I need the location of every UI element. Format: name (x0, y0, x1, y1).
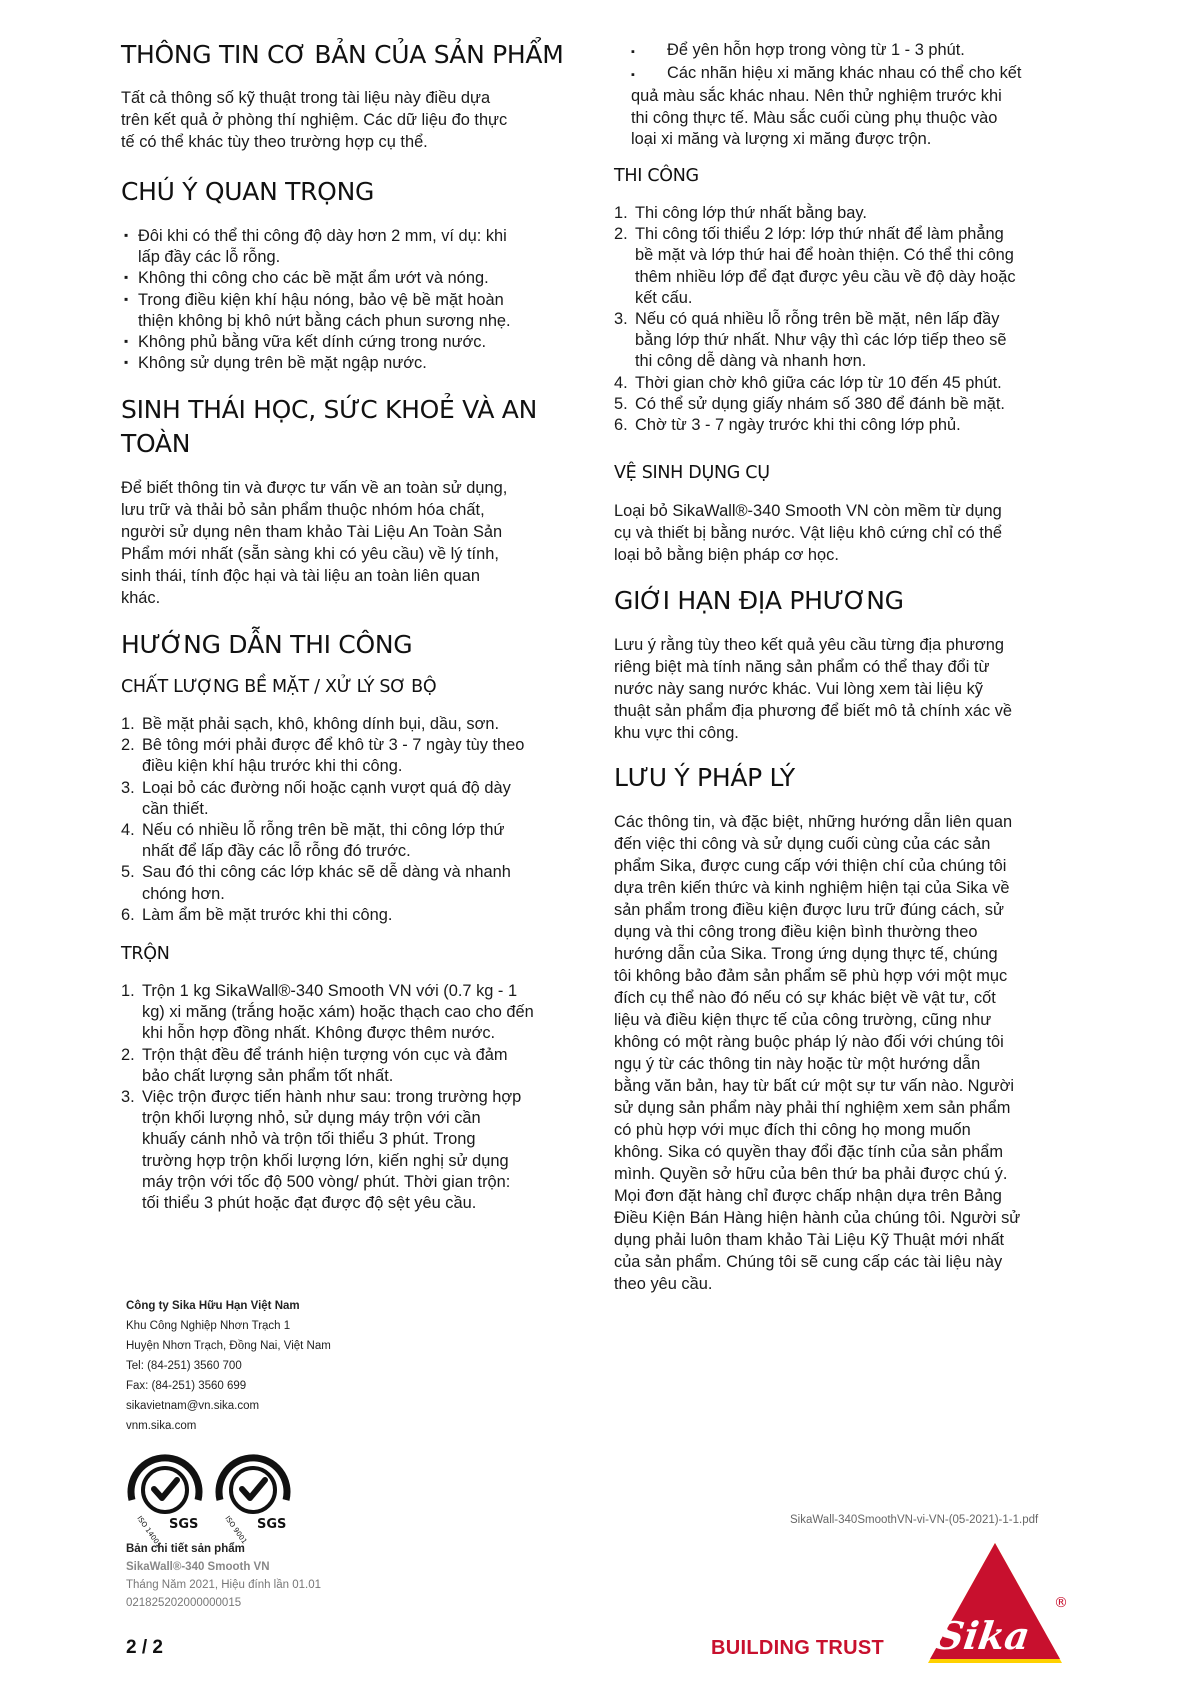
list-item: ▪ Các nhãn hiệu xi măng khác nhau có thể cho kết quả màu sắc khác nhau. Nên thử nghiệm trước khi thi công thực tế. Màu sắc cuối cùng phụ thuộc vào loại xi măng và lượng xi măng được trộn. (631, 64, 1022, 148)
text-line: Điều Kiện Bán Hàng hiện hành của chúng tôi. Người sử (614, 1209, 1021, 1227)
text-line: dựa trên kiến thức và kinh nghiệm hiện tại của Sika về (614, 879, 1010, 897)
text-line: liệu và điều kiện thực tế của công trường, cũng như (614, 1011, 992, 1029)
ecology-heading: SINH THÁI HỌC, SỨC KHOẺ VÀ AN TOÀN (121, 395, 537, 458)
text-line: loại bỏ bằng biện pháp cơ học. (614, 546, 839, 564)
list-item: 6. Chờ từ 3 - 7 ngày trước khi thi công lớp phủ. (614, 416, 961, 435)
list-item: 4. Nếu có nhiều lỗ rỗng trên bề mặt, thi công lớp thứ nhất để lấp đầy các lỗ rỗng đó trước. (121, 821, 505, 861)
company-tel: Tel: (84-251) 3560 700 (126, 1360, 242, 1372)
application-heading: HƯỚNG DẪN THI CÔNG (121, 630, 413, 659)
text-line: Để biết thông tin và được tư vấn về an toàn sử dụng, (121, 479, 508, 497)
text-line: không. Sika có quyền thay đổi đặc tính của sản phẩm (614, 1143, 1004, 1161)
list-item: 5. Có thể sử dụng giấy nhám số 380 để đánh bề mặt. (614, 394, 1005, 413)
list-item: 3. Loại bỏ các đường nối hoặc cạnh vượt quá độ dày cần thiết. (121, 778, 511, 818)
company-address-1: Khu Công Nghiệp Nhơn Trạch 1 (126, 1320, 291, 1332)
text-line: hướng dẫn của Sika. Trong ứng dụng thực tế, chúng (614, 945, 998, 963)
list-item: ▪ Đôi khi có thể thi công độ dày hơn 2 mm, ví dụ: khi lấp đầy các lỗ rỗng. (124, 227, 507, 267)
text-line: Lưu ý rằng tùy theo kết quả yêu cầu từng địa phương (614, 636, 1004, 654)
list-item: ▪ Không sử dụng trên bề mặt ngập nước. (124, 354, 427, 373)
list-item: 1. Bề mặt phải sạch, khô, không dính bụi, dầu, sơn. (121, 715, 500, 733)
company-website[interactable]: vnm.sika.com (126, 1420, 197, 1432)
text-line: bằng văn bản, hay từ bất cứ một sự tư vấn nào. Người (614, 1077, 1015, 1095)
text-line: không có một ràng buộc pháp lý nào đối với chúng tôi (614, 1033, 1004, 1051)
text-line: người sử dụng nên tham khảo Tài Liệu An Toàn Sản (121, 523, 503, 541)
text-line: mình. Quyền sở hữu của bên thứ ba phải được chú ý. (614, 1165, 1008, 1183)
text-line: cụ và thiết bị bằng nước. Vật liệu khô cứng chỉ có thể (614, 524, 1003, 542)
text-line: khu vực thi công. (614, 724, 739, 742)
list-item: ▪ Để yên hỗn hợp trong vòng từ 1 - 3 phút. (631, 41, 965, 59)
sgs-label: SGS (257, 1517, 287, 1532)
text-line: Các thông tin, và đặc biệt, những hướng dẫn liên quan (614, 813, 1013, 831)
list-item: 5. Sau đó thi công các lớp khác sẽ dễ dàng và nhanh chóng hơn. (121, 863, 511, 903)
text-line: đến việc thi công và sử dụng cuối cùng của các sản (614, 835, 991, 853)
sheet-label: Bản chi tiết sản phẩm (126, 1543, 245, 1555)
list-item: 2. Trộn thật đều để tránh hiện tượng vón cục và đảm bảo chất lượng sản phẩm tốt nhất. (121, 1045, 508, 1085)
section-important (121, 175, 576, 374)
legal-text (614, 811, 1069, 1295)
cleaning-text (614, 500, 1069, 566)
sgs-iso-9001-badge-icon (212, 1448, 294, 1546)
cert-iso-text: ISO 9001 (223, 1514, 249, 1546)
mixing-heading: TRỘN (121, 944, 170, 965)
building-trust-tagline: BUILDING TRUST (711, 1637, 885, 1659)
revision: Tháng Năm 2021, Hiệu đính lần 01.01 (126, 1579, 321, 1591)
product-info (126, 1540, 321, 1612)
text-line: Phẩm mới nhất (sẵn sàng khi có yêu cầu) về lý tính, (121, 545, 499, 563)
sgs-iso-14001-badge-icon (124, 1448, 206, 1550)
list-item: 3. Nếu có quá nhiều lỗ rỗng trên bề mặt, nên lấp đầy bằng lớp thứ nhất. Như vậy thì các lớp tiếp theo sẽ thi công dễ dàng và nhanh hơn. (614, 310, 1007, 371)
text-line: sử dụng sản phẩm này phải thí nghiệm xem sản phẩm (614, 1099, 1011, 1117)
surface-heading: CHẤT LƯỢNG BỀ MẶT / XỬ LÝ SƠ BỘ (121, 677, 437, 697)
list-item: 1. Trộn 1 kg SikaWall®-340 Smooth VN với (0.7 kg - 1 kg) xi măng (trắng hoặc xám) hoặc thạch cao cho đến khi hỗn hợp đồng nhất. Không được thêm nước. (121, 982, 534, 1043)
mixing-continued-list (631, 40, 1071, 150)
ecology-text (121, 477, 576, 609)
legal-heading: LƯU Ý PHÁP LÝ (614, 763, 795, 792)
list-item: 4. Thời gian chờ khô giữa các lớp từ 10 đến 45 phút. (614, 373, 1002, 392)
text-line: Loại bỏ SikaWall®-340 Smooth VN còn mềm từ dụng (614, 502, 1002, 520)
text-line: sản phẩm trong điều kiện được lưu trữ đúng cách, sử (614, 901, 1004, 919)
basic-info-heading: THÔNG TIN CƠ BẢN CỦA SẢN PHẨM (121, 40, 564, 69)
mixing-list (121, 981, 576, 1214)
section-application-guide (121, 628, 576, 1214)
text-line: thuật sản phẩm địa phương để biết mô tả chính xác về (614, 702, 1013, 720)
text-line: riêng biệt mà tính năng sản phẩm có thể thay đổi từ (614, 658, 990, 676)
company-address-2: Huyện Nhơn Trạch, Đồng Nai, Việt Nam (126, 1340, 331, 1352)
section-local (614, 584, 1069, 744)
list-item: ▪ Không phủ bằng vữa kết dính cứng trong nước. (124, 333, 487, 352)
section-cleaning (614, 461, 1069, 566)
list-item: 3. Việc trộn được tiến hành như sau: trong trường hợp trộn khối lượng nhỏ, sử dụng máy trộn với cần khuấy cánh nhỏ và trộn tối thiểu 3 phút. Trong trường hợp trộn khối lượng lớn, kiến nghị sử dụng máy trộn với tốc độ 500 vòng/ phút. Thời gian trộn: tối thiểu 3 phút hoặc đạt được độ sệt yêu cầu. (121, 1088, 522, 1213)
basic-info-text (121, 87, 576, 153)
application-sub-heading: THI CÔNG (614, 166, 699, 186)
text-line: ngụ ý từ các thông tin này hoặc từ một hướng dẫn (614, 1055, 981, 1073)
text-line: nước này sang nước khác. Vui lòng xem tài liệu kỹ (614, 680, 983, 698)
text-line: đích cụ thể nào đó nếu có sự khác biệt về vật tư, cốt (614, 989, 996, 1007)
product-name: SikaWall®-340 Smooth VN (126, 1561, 270, 1573)
text-line: tôi không bảo đảm sản phẩm sẽ phù hợp với một mục (614, 967, 1008, 985)
local-heading: GIỚI HẠN ĐỊA PHƯƠNG (614, 586, 904, 615)
text-line: theo yêu cầu. (614, 1275, 713, 1293)
local-text (614, 634, 1069, 744)
list-item: 2. Thi công tối thiểu 2 lớp: lớp thứ nhất để làm phẳng bề mặt và lớp thứ hai để hoàn thiện. Có thể thi công thêm nhiều lớp để đạt được yêu cầu về độ dày hoặc kết cấu. (614, 225, 1016, 307)
company-email[interactable]: sikavietnam@vn.sika.com (126, 1400, 260, 1412)
sika-wordmark: Sika (933, 1614, 1033, 1659)
list-item: 1. Thi công lớp thứ nhất bằng bay. (614, 204, 867, 222)
text-line: dụng và thi công trong điều kiện bình thường theo (614, 923, 978, 941)
important-heading: CHÚ Ý QUAN TRỌNG (121, 177, 375, 206)
section-ecology (121, 393, 576, 609)
company-fax: Fax: (84-251) 3560 699 (126, 1380, 247, 1392)
text-line: Mọi đơn đặt hàng chỉ được chấp nhận dựa trên Bảng (614, 1187, 1002, 1205)
cleaning-heading: VỆ SINH DỤNG CỤ (614, 463, 770, 483)
text-line: có phù hợp với mục đích thi công họ mong muốn (614, 1121, 971, 1139)
sika-logo-icon (928, 1541, 1073, 1665)
important-list (121, 226, 576, 374)
text-line: của sản phẩm. Chúng tôi sẽ cung cấp các tài liệu này (614, 1253, 1003, 1271)
sgs-label: SGS (169, 1517, 199, 1532)
section-basic-info (121, 38, 576, 153)
text-line: sinh thái, tính độc hại và tài liệu an toàn liên quan (121, 567, 481, 585)
text-line: Tất cả thông số kỹ thuật trong tài liệu này điều dựa (121, 89, 491, 107)
text-line: dụng phải luôn tham khảo Tài Liệu Kỹ Thuật mới nhất (614, 1231, 1005, 1249)
section-application (614, 164, 1069, 436)
document-code: 021825202000000015 (126, 1597, 242, 1609)
text-line: khác. (121, 589, 161, 607)
list-item: 6. Làm ẩm bề mặt trước khi thi công. (121, 905, 393, 924)
document-filename: SikaWall-340SmoothVN-vi-VN-(05-2021)-1-1.pdf (790, 1514, 1039, 1526)
text-line: lưu trữ và thải bỏ sản phẩm thuộc nhóm hóa chất, (121, 501, 485, 519)
company-name: Công ty Sika Hữu Hạn Việt Nam (126, 1300, 300, 1312)
list-item: ▪ Không thi công cho các bề mặt ẩm ướt và nóng. (124, 269, 489, 288)
text-line: trên kết quả ở phòng thí nghiệm. Các dữ liệu đo thực (121, 111, 508, 129)
page-number: 2 / 2 (126, 1637, 163, 1658)
company-info (126, 1296, 331, 1436)
application-list (614, 203, 1069, 436)
text-line: phẩm Sika, được cung cấp với thiện chí của chúng tôi (614, 857, 1007, 875)
list-item: ▪ Trong điều kiện khí hậu nóng, bảo vệ bề mặt hoàn thiện không bị khô nứt bằng cách phun sương nhẹ. (124, 290, 511, 330)
registered-mark: ® (1054, 1595, 1068, 1611)
cert-iso-text: ISO 14001 (135, 1514, 163, 1550)
section-legal (614, 761, 1069, 1295)
list-item: 2. Bê tông mới phải được để khô từ 3 - 7 ngày tùy theo điều kiện khí hậu trước khi thi công. (121, 736, 525, 776)
text-line: tế có thể khác tùy theo trường hợp cụ thể. (121, 133, 428, 151)
surface-list (121, 714, 576, 926)
